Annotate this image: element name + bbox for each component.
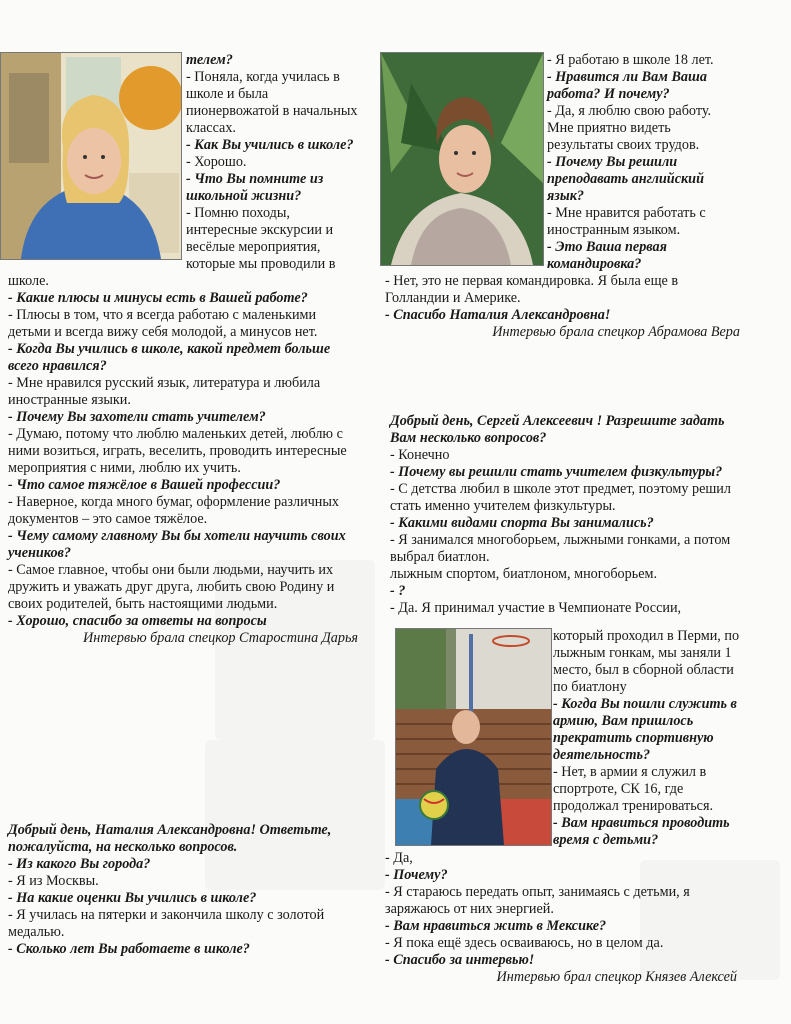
question-text: - ?: [390, 583, 406, 599]
question-text: - Это Ваша первая командировка?: [547, 239, 667, 272]
answer-text: - Нет, это не первая командировка. Я была еще в Голландии и Америке.: [385, 273, 679, 306]
question-text: - Как Вы учились в школе?: [186, 137, 354, 153]
answer-text: - Я из Москвы.: [8, 873, 99, 889]
question-text: - Почему Вы захотели стать учителем?: [8, 409, 266, 425]
answer-text: - Да. Я принимал участие в Чемпионате России,: [390, 600, 682, 616]
answer-text: - Мне нравится работать с иностранным языком.: [547, 205, 706, 238]
byline-text: Интервью брала спецкор Абрамова Вера: [492, 324, 740, 340]
interview-left-bottom: [8, 822, 358, 958]
answer-text: - Наверное, когда много бумаг, оформление различных документов – это самое тяжёлое.: [8, 494, 340, 527]
question-text: - Когда Вы учились в школе, какой предмет больше всего нравился?: [8, 341, 331, 374]
question-text: - Вам нравиться проводить время с детьми?: [553, 815, 730, 848]
question-text: - Из какого Вы города?: [8, 856, 151, 872]
question-text: - Почему Вы решили преподавать английский язык?: [547, 154, 704, 204]
answer-text: - Я стараюсь передать опыт, занимаясь с детьми, я заряжаюсь от них энергией.: [385, 884, 690, 917]
answer-text: - Я училась на пятерки и закончила школу с золотой медалью.: [8, 907, 325, 940]
answer-text: - Помню походы, интересные экскурсии и весёлые мероприятия, которые мы проводили в школе.: [8, 205, 336, 289]
question-text: - Что самое тяжёлое в Вашей профессии?: [8, 477, 281, 493]
question-text: - Почему?: [385, 867, 448, 883]
question-text: - Спасибо за интервью!: [385, 952, 535, 968]
answer-text: - С детства любил в школе этот предмет, поэтому решил стать именно учителем физкультуры.: [390, 481, 731, 514]
interview-right-bottom: [385, 850, 737, 986]
question-text: - Вам нравиться жить в Мексике?: [385, 918, 607, 934]
question-text: - Какими видами спорта Вы занимались?: [390, 515, 654, 531]
answer-text: - Хорошо.: [186, 154, 247, 170]
question-text: - Почему вы решили стать учителем физкультуры?: [390, 464, 723, 480]
answer-text: - Я работаю в школе 18 лет.: [547, 52, 714, 68]
question-text: - Хорошо, спасибо за ответы на вопросы: [8, 613, 267, 629]
interview-right-middle: [390, 413, 740, 617]
question-text: - На какие оценки Вы учились в школе?: [8, 890, 257, 906]
answer-text: - Нет, в армии я служил в спортроте, СК 16, где продолжал тренироваться.: [553, 764, 714, 814]
answer-text: - Я занимался многоборьем, лыжными гонками, а потом выбрал биатлон.: [390, 532, 731, 565]
question-text: Добрый день, Наталия Александровна! Ответьте, пожалуйста, на несколько вопросов.: [8, 822, 332, 855]
question-text: - Когда Вы пошли служить в армию, Вам пришлось прекратить спортивную деятельность?: [553, 696, 737, 763]
interview-left-top: [8, 52, 358, 647]
answer-text: - Да, я люблю свою работу. Мне приятно видеть результаты своих трудов.: [547, 103, 712, 153]
question-text: - Нравится ли Вам Ваша работа? И почему?: [547, 69, 707, 102]
question-text: - Чему самому главному Вы бы хотели научить своих учеников?: [8, 528, 346, 561]
answer-text: - Конечно: [390, 447, 450, 463]
answer-text: - Я пока ещё здесь осваиваюсь, но в целом да.: [385, 935, 664, 951]
answer-text: - Самое главное, чтобы они были людьми, научить их дружить и уважать друг друга, любить свою Родину и своих родителей, быть настоящими людьми.: [8, 562, 335, 612]
answer-text: - Думаю, потому что люблю маленьких детей, люблю с ними возиться, играть, веселить, проводить интересные мероприятия с ними, люблю их учить.: [8, 426, 347, 476]
answer-text: - Плюсы в том, что я всегда работаю с маленькими детьми и всегда вижу себя молодой, а минусов нет.: [8, 307, 318, 340]
answer-text: - Мне нравился русский язык, литература и любила иностранные языки.: [8, 375, 321, 408]
answer-text: который проходил в Перми, по лыжным гонкам, мы заняли 1 место, был в сборной области по биатлону: [553, 628, 740, 695]
byline-text: Интервью брала спецкор Старостина Дарья: [83, 630, 358, 646]
question-text: Добрый день, Сергей Алексеевич ! Разрешите задать Вам несколько вопросов?: [390, 413, 725, 446]
teacher-portrait-image: [395, 628, 552, 846]
byline-text: Интервью брал спецкор Князев Алексей: [496, 969, 737, 985]
question-text: - Какие плюсы и минусы есть в Вашей работе?: [8, 290, 308, 306]
question-text: телем?: [186, 52, 233, 68]
answer-text: - Поняла, когда училась в школе и была пионервожатой в начальных классах.: [186, 69, 358, 136]
interview-right-top: [385, 52, 740, 341]
interview-right-beside-photo: [553, 628, 743, 849]
answer-text: - Да,: [385, 850, 413, 866]
question-text: - Сколько лет Вы работаете в школе?: [8, 941, 250, 957]
question-text: - Что Вы помните из школьной жизни?: [186, 171, 324, 204]
answer-text: лыжным спортом, биатлоном, многоборьем.: [390, 566, 658, 582]
question-text: - Спасибо Наталия Александровна!: [385, 307, 611, 323]
